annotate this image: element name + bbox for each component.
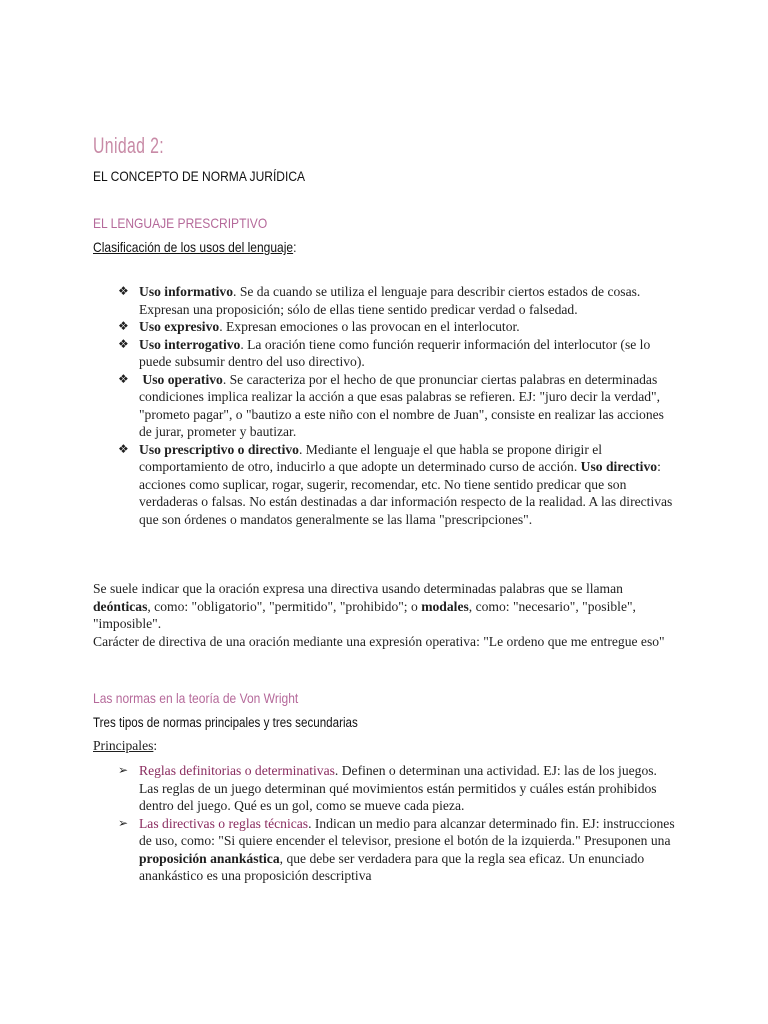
item-text: . Mediante el lenguaje el que habla se propone dirigir el comportamiento de otro, inducirlo a que adopte un determinado curso de acción. <box>139 441 603 474</box>
normas-list <box>118 762 675 885</box>
item-text: . Expresan emociones o las provocan en el interlocutor. <box>219 319 520 334</box>
document-title: EL CONCEPTO DE NORMA JURÍDICA <box>93 168 306 184</box>
list-item <box>118 371 675 441</box>
diamond-bullet-icon: ❖ <box>118 336 129 351</box>
paragraph-text: , como: "obligatorio", "permitido", "prohibido"; o <box>147 598 422 614</box>
item-term: Uso interrogativo <box>139 336 241 352</box>
subheading-text: Clasificación de los usos del lenguaje <box>93 239 294 255</box>
paragraph-text: Se suele indicar que la oración expresa una directiva usando determinadas palabras que se llaman <box>93 581 623 596</box>
subheading-colon: : <box>293 239 297 255</box>
item-term: Reglas definitorias o determinativas <box>139 763 335 778</box>
item-text-2: , que debe ser verdadera para que la regla sea eficaz. Un enunciado anankástico es una proposición descriptiva <box>139 850 645 883</box>
diamond-bullet-icon: ❖ <box>118 284 129 298</box>
list-item <box>118 318 675 336</box>
usos-list <box>118 283 675 528</box>
item-text: . La oración tiene como función requerir información del interlocutor (se lo puede subsumir dentro del uso directivo). <box>139 336 651 369</box>
list-item <box>118 336 675 371</box>
list-item <box>118 441 675 529</box>
principales-label <box>93 738 157 754</box>
label-colon: : <box>153 738 158 753</box>
section-subheading-tipos: Tres tipos de normas principales y tres secundarias <box>93 715 358 730</box>
item-text: . Definen o determinan una actividad. EJ: las de los juegos. Las reglas de un juego determinan qué movimientos están permitidos y cuáles están prohibidos dentro del juego. Qué es un gol, como se mueve cada pieza. <box>139 763 657 813</box>
arrowhead-bullet-icon: ➢ <box>118 815 129 830</box>
term-anankastica: proposición anankástica <box>139 850 280 866</box>
term-modales: modales <box>421 598 469 614</box>
list-item <box>118 283 675 318</box>
item-term: Uso expresivo <box>139 319 220 334</box>
diamond-bullet-icon: ❖ <box>118 371 129 386</box>
paragraph-text: , como: "necesario", "posible", "imposible". <box>93 598 636 631</box>
item-term: Uso informativo <box>139 284 234 299</box>
item-term-2: Uso directivo <box>580 459 658 474</box>
diamond-bullet-icon: ❖ <box>118 319 129 333</box>
section-subheading-clasificacion <box>93 239 296 255</box>
label-text: Principales <box>93 738 154 753</box>
item-term: Uso operativo <box>142 371 223 387</box>
unit-title: Unidad 2: <box>93 133 165 158</box>
diamond-bullet-icon: ❖ <box>118 441 129 456</box>
item-term: Las directivas o reglas técnicas <box>139 815 309 831</box>
list-item <box>118 815 675 885</box>
item-text: . Se da cuando se utiliza el lenguaje para describir ciertos estados de cosas. Expresan una proposición; sólo de ellas tiene sentido predicar verdad o falsedad. <box>139 284 641 317</box>
item-text: . Indican un medio para alcanzar determinado fin. EJ: instrucciones de uso, como: "Si quiere encender el televisor, presione el botón de la izquierda." Presuponen una <box>139 815 675 848</box>
list-item <box>118 762 675 815</box>
section-heading-lenguaje-prescriptivo: EL LENGUAJE PRESCRIPTIVO <box>93 215 268 231</box>
section-heading-von-wright: Las normas en la teoría de Von Wright <box>93 690 299 706</box>
item-text-2: : acciones como suplicar, rogar, sugerir, recomendar, etc. No tiene sentido predicar que son verdaderas o falsas. No están destinadas a dar información respecto de la realidad. A las directivas que son órdenes o mandatos generalmente se las llama "prescripciones". <box>139 459 673 527</box>
paragraph-text: Carácter de directiva de una oración mediante una expresión operativa: "Le ordeno que me entregue eso" <box>93 633 665 649</box>
item-term: Uso prescriptivo o directivo <box>139 441 299 457</box>
term-deonticas: deónticas <box>93 598 148 614</box>
deonticas-paragraph <box>93 580 673 650</box>
item-text: . Se caracteriza por el hecho de que pronunciar ciertas palabras en determinadas condiciones implica realizar la acción a que esas palabras se refieren. EJ: "juro decir la verdad", "prometo pagar", o "bautizo a este niño con el nombre de Juan", consiste en realizar las acciones de jurar, prometer y bautizar. <box>139 371 664 439</box>
arrowhead-bullet-icon: ➢ <box>118 763 129 777</box>
